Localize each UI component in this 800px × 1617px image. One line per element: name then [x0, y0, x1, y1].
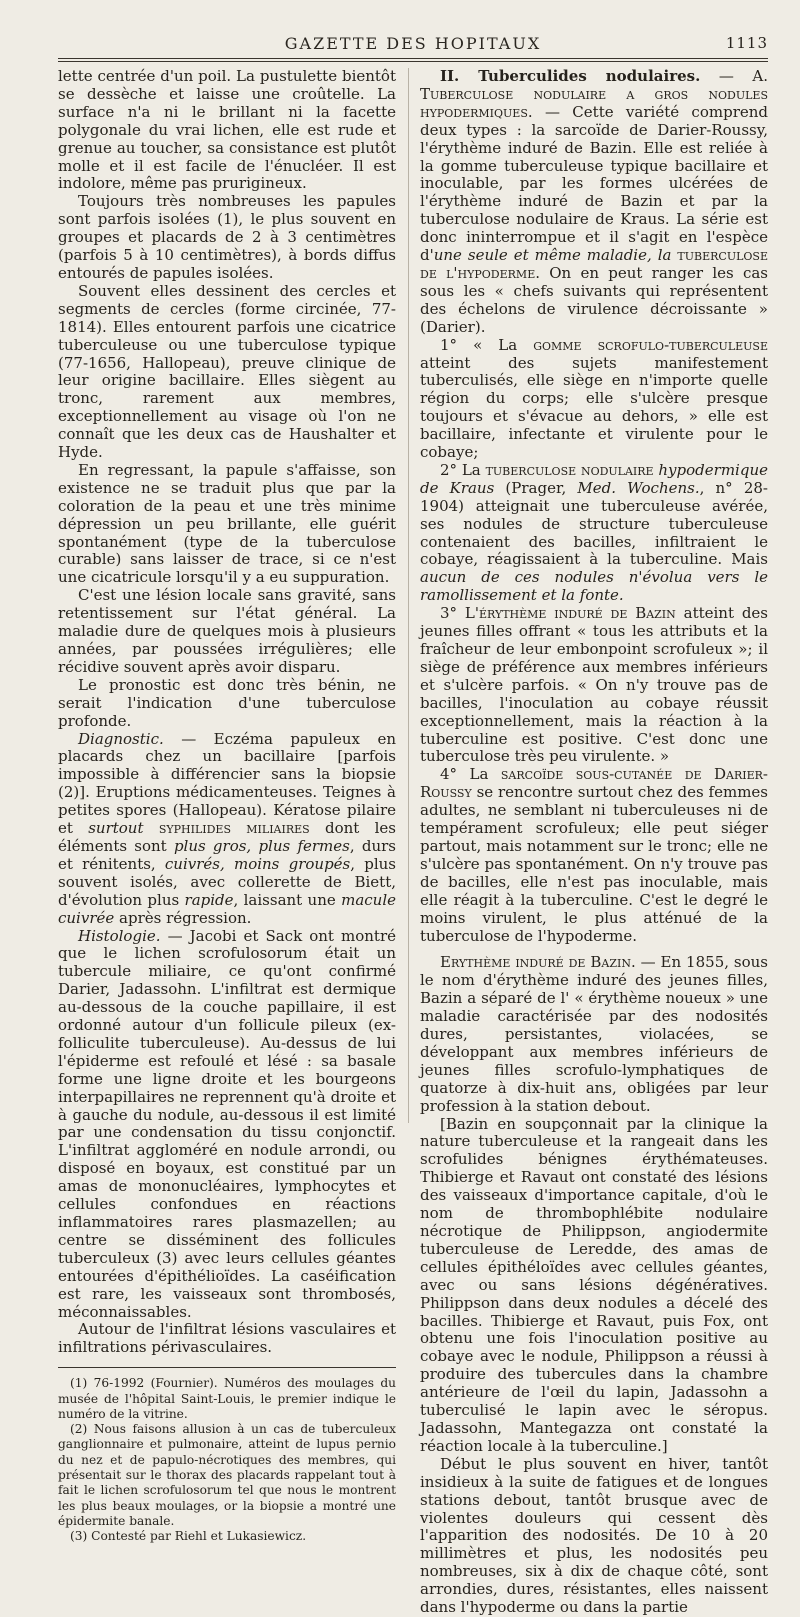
section-heading-paragraph [420, 68, 768, 337]
text: se rencontre surtout chez des femmes adultes, ne semblant ni tuberculeuses ni de tempérament scrofuleux; elle peut siéger partout, mais notamment sur le tronc; elle ne s'ulcère pas spontanément. On n'y trouve pas de bacilles, elle n'est pas inoculable, mais elle réagit à la tuberculine. C'est le degré le moins virulent, le plus atténué de la tuberculose de l'hypoderme. [420, 783, 768, 945]
text: atteint des sujets manifestement tuberculisés, elle siège en n'importe quelle région du corps; elle s'ulcère presque toujours et s'évacue au dehors, » elle est bacillaire, infectante et virulente pour le cobaye; [420, 353, 768, 462]
list-item [420, 462, 768, 605]
footnotes [58, 1376, 396, 1544]
text: dont les éléments sont [58, 819, 396, 855]
text: après régression. [114, 908, 252, 927]
histologie-label: Histologie. [78, 926, 161, 945]
small-caps-term: syphilides miliaires [158, 819, 310, 838]
text: — Jacobi et Sack ont montré que le lichen scrofulosorum était un tubercule miliaire, ce qu'ont confirmé Darier, Jadassohn. L'infiltrat est dermique au-dessous de la couche papillaire, il est ordonné autour d'un follicule pileux (ex-folliculite tuberculeuse). Au-dessus de lui l'épiderme est refoulé et lésé : sa basale forme une ligne droite et les bourgeons interpapillaires ne reprennent qu'à droite et à gauche du nodule, au-dessous il est limité par une condensation du tissu conjonctif. L'infiltrat aggloméré en nodule arrondi, ou disposé en boyaux, est constitué par un amas de mononucléaires, lymphocytes et cellules confondues en réactions inflammatoires rares plasmazellen; au centre se disséminent des follicules tuberculeux (3) avec leurs cellules géantes entourées d'épithélioïdes. La caséification est rare, les vaisseaux sont thrombosés, méconnaissables. [58, 926, 396, 1321]
emphasis: surtout [88, 819, 144, 838]
paragraph: lette centrée d'un poil. La pustulette bientôt se dessèche et laisse une croûtelle. La surface n'a ni le brillant ni la facette polygonale du vrai lichen, elle est rude et grenue au toucher, sa consistance est plutôt molle et il est facile de l'énucléer. Il est indolore, même pas prurigineux. [58, 67, 396, 193]
paragraph: Début le plus souvent en hiver, tantôt insidieux à la suite de fatigues et de longues stations debout, tantôt brusque avec de violentes douleurs qui cessent dès l'apparition des nodosités. De 10 à 20 millimètres et plus, les nodosités peu nombreuses, six à dix de chaque côté, sont arrondies, dures, résistantes, elles naissent dans l'hypoderme ou dans la partie [420, 1454, 768, 1617]
diagnostic-label: Diagnostic. [78, 729, 164, 748]
text: 1° « La [440, 335, 534, 354]
emphasis: plus gros, plus fermes [173, 836, 350, 855]
histologie-paragraph [58, 928, 396, 1322]
text: — Cette variété comprend deux types : la sarcoïde de Darier-Roussy, l'érythème induré de Bazin. Elle est reliée à la gomme tuberculeuse typique bacillaire et inoculable, par les formes ulcérées de l'érythème induré de Bazin et par la tuberculose nodulaire de Kraus. La série est donc ininterrompue et il s'agit en l'espèce d' [420, 102, 768, 265]
emphasis: cuivrés, moins groupés [164, 854, 351, 873]
text: — A. [700, 67, 768, 85]
journal-title: GAZETTE DES HOPITAUX [284, 34, 542, 53]
right-column [420, 68, 768, 1617]
footnote: (3) Contesté par Riehl et Lukasiewicz. [70, 1529, 307, 1544]
paragraph: C'est une lésion locale sans gravité, sans retentissement sur l'état général. La maladie dure de quelques mois à plusieurs années, par poussées irrégulières; elle récidive souvent après avoir disparu. [58, 586, 396, 676]
paragraph: Souvent elles dessinent des cercles et segments de cercles (forme circinée, 77-1814). Elles entourent parfois une cicatrice tuberculeuse ou une tuberculose typique (77-1656, Hallopeau), preuve clinique de leur origine bacillaire. Elles siègent au tronc, rarement aux membres, exceptionnellement au visage où l'on ne connaît que les deux cas de Haushalter et Hyde. [58, 281, 396, 462]
paragraph: Autour de l'infiltrat lésions vasculaires et infiltrations périvasculaires. [58, 1320, 396, 1357]
left-column [58, 68, 396, 1545]
text: atteint des jeunes filles offrant « tous les attributs et la fraîcheur de leur embonpoint scrofuleux »; il siège de préférence aux membres inférieurs et s'ulcère parfois. « On n'y trouve pas de bacilles, l'inoculation au cobaye réussit exceptionnellement, mais la réaction à la tuberculine est positive. C'est donc une tuberculose très peu virulente. » [420, 604, 768, 766]
small-caps-term: tuberculose nodulaire [485, 460, 654, 479]
small-caps-term: Erythème induré de Bazin. [440, 953, 636, 972]
paragraph: Le pronostic est donc très bénin, ne serait l'indication d'une tuberculose profonde. [58, 675, 396, 730]
text: (Prager, [494, 478, 578, 497]
emphasis: aucun de ces nodules n'évolua vers le ramollissement et la fonte. [420, 568, 768, 605]
list-item [420, 766, 768, 945]
footnote-rule [58, 1367, 396, 1368]
text: , n° 28-1904) atteignait une tuberculeuse avérée, ses nodules de structure tuberculeuse contenaient des bacilles, infiltraient le cobaye, réagissaient à la tuberculine. Mais [420, 478, 768, 569]
text: 3° L' [440, 604, 479, 623]
small-caps-term: Tuberculose nodulaire a gros nodules hypodermiques. [420, 84, 768, 121]
bazin-paragraph [420, 954, 768, 1115]
text: — Eczéma papuleux en placards chez un bacillaire [parfois impossible à différencier sans la biopsie (2)]. Eruptions médicamenteuses. Teignes à petites spores (Hallopeau). Kératose pilaire et [58, 729, 396, 838]
emphasis: macule cuivrée [58, 890, 396, 927]
text: 2° La [440, 460, 486, 479]
emphasis: Med. Wochens. [577, 478, 700, 497]
text: , durs et rénitents, [58, 836, 396, 873]
paragraph: Toujours très nombreuses les papules sont parfois isolées (1), le plus souvent en groupes et placards de 2 à 3 centimètres (parfois 5 à 10 centimètres), à bords diffus entourés de papules isolées. [58, 192, 396, 282]
diagnostic-paragraph [58, 731, 396, 928]
header-rule-bottom [58, 61, 768, 62]
emphasis: hypodermique de Kraus [420, 460, 768, 497]
text: 4° La [440, 765, 501, 784]
emphasis: rapide [184, 890, 234, 909]
footnote: (2) Nous faisons allusion à un cas de tuberculeux ganglionnaire et pulmonaire, atteint de lupus pernio du nez et de papulo-nécrotiques des membres, qui présentait sur le thorax des placards rappelant tout à fait le lichen scrofulosorum tel que nous le montrent les plus beaux moulages, or la biopsie a montré une épidermite banale. [58, 1422, 396, 1528]
page-header [58, 30, 768, 56]
section-title: II. Tuberculides nodulaires. [440, 67, 701, 85]
text: , laissant une [233, 890, 342, 909]
paragraph: [Bazin en soupçonnait par la clinique la nature tuberculeuse et la rangeait dans les scrofulides bénignes érythémateuses. Thibierge et Ravaut ont constaté des lésions des vaisseaux d'importance capitale, d'où le nom de thrombophlébite nodulaire nécrotique de Philippson, angiodermite tuberculeuse de Leredde, des amas de cellules épithéloïdes avec cellules géantes, avec ou sans lésions dégénératives. Philippson dans deux nodules a décelé des bacilles. Thibierge et Ravaut, puis Fox, ont obtenu une fois l'inoculation positive au cobaye avec le nodule, Philippson a réussi à produire des tubercules dans la chambre antérieure de l'œil du lapin, Jadassohn a tuberculisé le lapin avec le séropus. Jadassohn, Mantegazza ont constaté la réaction locale à la tuberculine.] [420, 1114, 768, 1455]
text: , plus souvent isolés, avec collerette de Biett, d'évolution plus [58, 854, 396, 909]
footnote: (1) 76-1992 (Fournier). Numéros des moulages du musée de l'hôpital Saint-Louis, le premier indique le numéro de la vitrine. [58, 1376, 396, 1421]
list-item [420, 605, 768, 766]
small-caps-term: tuberculose de l'hypoderme [420, 246, 768, 282]
header-rule-top [58, 58, 768, 59]
text: — En 1855, sous le nom d'érythème induré des jeunes filles, Bazin a séparé de l' « érythème noueux » une maladie caractérisée par des nodosités dures, persistantes, violacées, se développant aux membres inférieurs de jeunes filles scrofulo-lymphatiques de quatorze à dix-huit ans, obligées par leur profession à la station debout. [420, 953, 769, 1115]
page-number: 1113 [725, 34, 768, 52]
paragraph: En regressant, la papule s'affaisse, son existence ne se traduit plus que par la coloration de la peau et une très minime dépression un peu brillante, elle guérit spontanément (type de la tuberculose curable) sans laisser de trace, si ce n'est une cicatricule lorsqu'il y a eu suppuration. [58, 460, 396, 587]
column-divider [408, 68, 409, 1123]
small-caps-term: sarcoïde sous-cutanée de Darier-Roussy [420, 765, 768, 802]
list-item [420, 337, 768, 462]
text: . On en peut ranger les cas sous les « chefs suivants qui représentent des échelons de virulence décroissante » (Darier). [420, 263, 768, 336]
emphasis: une seule et même maladie, la [433, 246, 672, 265]
small-caps-term: érythème induré de Bazin [478, 604, 676, 623]
small-caps-term: gomme scrofulo-tuberculeuse [533, 335, 768, 354]
